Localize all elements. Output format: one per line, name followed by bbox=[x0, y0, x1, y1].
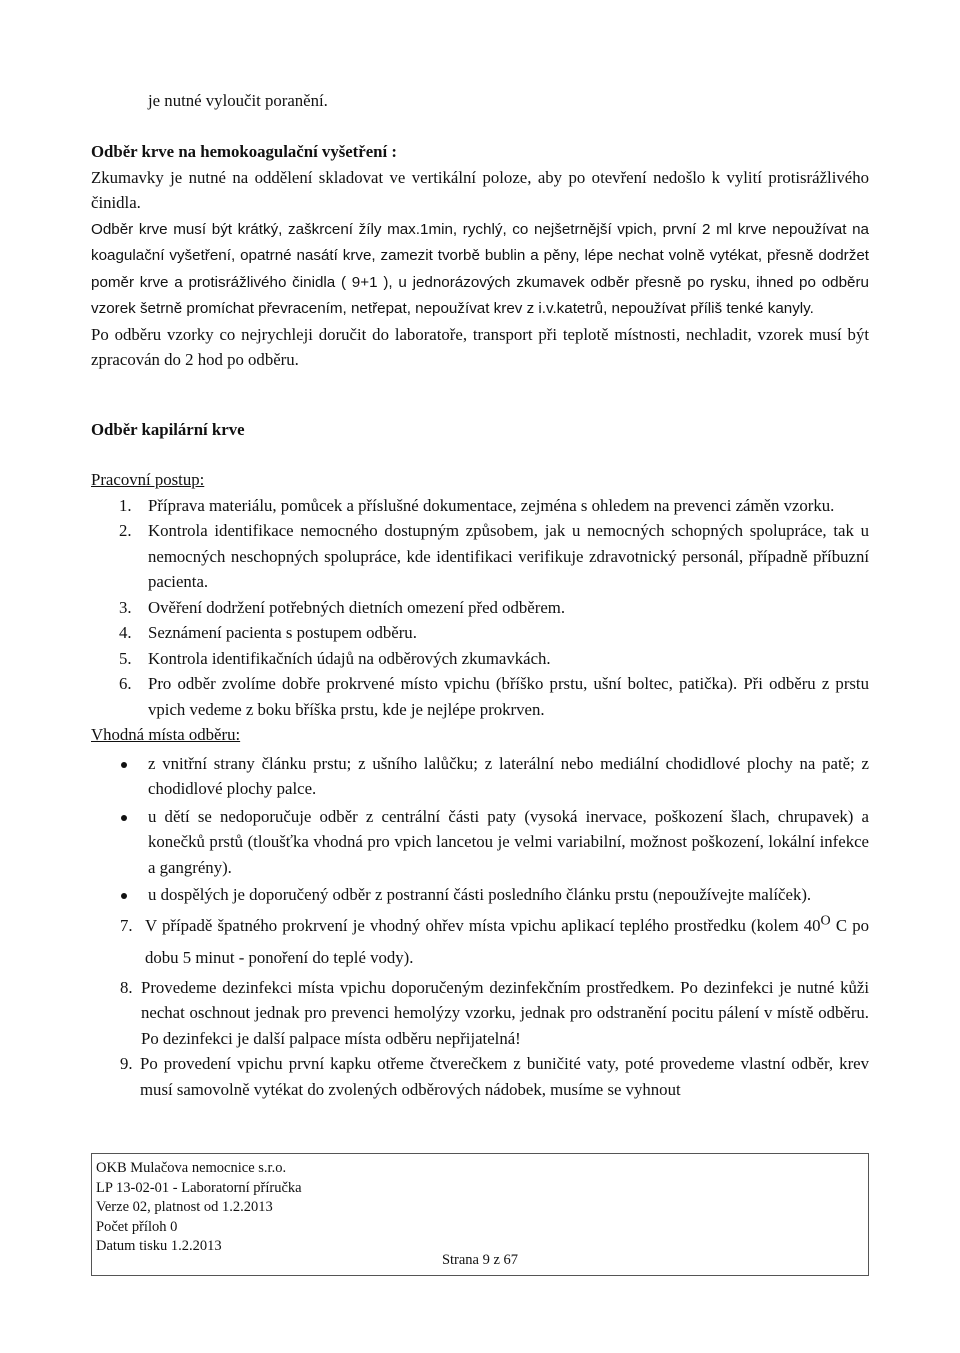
hemo-heading: Odběr krve na hemokoagulační vyšetření : bbox=[91, 142, 397, 161]
sites-label: Vhodná místa odběru: bbox=[91, 725, 241, 744]
hemo-paragraph-2 bbox=[91, 216, 869, 322]
bullet-text: u dospělých je doporučený odběr z postranní části posledního článku prstu (nepoužívejte malíček). bbox=[148, 885, 812, 904]
degree-sign: O bbox=[820, 912, 831, 928]
step-number: 6. bbox=[119, 674, 132, 693]
site-bullet bbox=[91, 804, 869, 881]
procedure-label: Pracovní postup: bbox=[91, 470, 205, 489]
sites-list bbox=[91, 751, 869, 908]
hemocoagulation-section bbox=[91, 139, 869, 373]
bullet-text: u dětí se nedoporučuje odběr z centrální části paty (vysoká inervace, poškození šlach, chrupavek) a konečků prstů (tloušťka vhodná pro vpich lancetou je velmi variabilní, možnost poškození, lokální infekce a gangrény). bbox=[148, 806, 869, 877]
step-text: Pro odběr zvolíme dobře prokrvené místo vpichu (bříško prstu, ušní boltec, patička). Při odběru z prstu vpich vedeme z boku bříška prstu, kde je nejlépe prokrven. bbox=[148, 674, 869, 719]
procedure-step bbox=[91, 620, 869, 646]
capillary-heading bbox=[91, 417, 869, 443]
intro-line: je nutné vyloučit poranění. bbox=[148, 91, 328, 110]
hemo-paragraph-2-rest: 1min, rychlý, co nejšetrnější vpich, první 2 ml krve nepoužívat na koagulační vyšetření, opatrné nasátí krve, zamezit tvorbě bublin a pěny, lépe nechat volně vytékat, přesně dodržet poměr krve a protisrážlivého činidla ( 9+1 ), u jednorázových zkumavek odběr přesně po rysku, ihned po odběru vzorek šetrně promíchat převracením, netřepat, nepoužívat krev z i.v.katetrů, nepoužívat příliš tenké kanyly. bbox=[91, 220, 869, 317]
procedure-step bbox=[91, 493, 869, 519]
capillary-heading-text: Odběr kapilární krve bbox=[91, 420, 245, 439]
footer-print-date: Datum tisku 1.2.2013 bbox=[96, 1238, 222, 1254]
page-number: Strana 9 z 67 bbox=[441, 1252, 519, 1268]
step-text: Kontrola identifikace nemocného dostupným způsobem, jak u nemocných schopných spolupráce, tak u nemocných neschopných spolupráce, kde identifikaci verifikuje zdravotnický personál, případně příbuzní pacienta. bbox=[148, 521, 869, 591]
procedure-step bbox=[91, 671, 869, 722]
step-number: 5. bbox=[119, 648, 132, 668]
step-text: Ověření dodržení potřebných dietních omezení před odběrem. bbox=[148, 597, 566, 617]
procedure-steps bbox=[91, 493, 869, 723]
hemo-paragraph-3: Po odběru vzorky co nejrychleji doručit do laboratoře, transport při teplotě místnosti, nechladit, vzorek musí být zpracován do 2 hod po odběru. bbox=[91, 324, 869, 369]
step-number: 2. bbox=[119, 521, 132, 540]
procedure-step bbox=[91, 518, 869, 595]
step-7-text-end: C po dobu 5 minut - ponoření do teplé vody). bbox=[145, 915, 869, 967]
footer-version: Verze 02, platnost od 1.2.2013 bbox=[96, 1199, 273, 1215]
step-9 bbox=[91, 1051, 869, 1102]
step-7-text: V případě špatného prokrvení je vhodný ohřev místa vpichu aplikací teplého prostředku (kolem 40 bbox=[145, 915, 821, 935]
footer-organization: OKB Mulačova nemocnice s.r.o. bbox=[96, 1160, 287, 1176]
step-text: Kontrola identifikačních údajů na odběrových zkumavkách. bbox=[148, 648, 551, 668]
step-text: Seznámení pacienta s postupem odběru. bbox=[148, 623, 417, 642]
bullet-text: z vnitřní strany článku prstu; z ušního lalůčku; z laterální nebo mediální chodidlové plochy na patě; z chodidlové plochy palce. bbox=[148, 753, 869, 798]
hemo-paragraph-1: Zkumavky je nutné na oddělení skladovat ve vertikální poloze, aby po otevření nedošlo k vylití protisrážlivého činidla. bbox=[91, 167, 869, 212]
step-7-number: 7. bbox=[120, 915, 133, 935]
footer-document: LP 13-02-01 - Laboratorní příručka bbox=[96, 1179, 302, 1196]
site-bullet bbox=[91, 751, 869, 802]
procedure-step bbox=[91, 595, 869, 621]
step-7 bbox=[91, 910, 869, 974]
step-text: Příprava materiálu, pomůcek a příslušné dokumentace, zejména s ohledem na prevenci záměn vzorku. bbox=[148, 495, 835, 515]
capillary-section bbox=[91, 467, 869, 1102]
bullet-dot-icon bbox=[121, 893, 127, 899]
site-bullet bbox=[91, 882, 869, 908]
step-9-text: Po provedení vpichu první kapku otřeme čtverečkem z buničité vaty, poté provedeme vlastní odběr, krev musí samovolně vytékat do zvolených odběrových nádobek, musíme se vyhnout bbox=[140, 1054, 869, 1099]
footer-attachments: Počet příloh 0 bbox=[96, 1218, 178, 1235]
bullet-dot-icon bbox=[121, 815, 127, 821]
bullet-dot-icon bbox=[121, 762, 127, 768]
step-number: 3. bbox=[119, 597, 132, 617]
procedure-step bbox=[91, 646, 869, 672]
step-number: 4. bbox=[119, 623, 132, 642]
hemo-paragraph-2-start: Odběr krve musí být krátký, zaškrcení žíly max. bbox=[91, 220, 420, 238]
step-number: 1. bbox=[119, 495, 132, 515]
document-footer bbox=[91, 1153, 869, 1276]
step-8-number: 8. bbox=[120, 977, 133, 997]
step-8 bbox=[91, 975, 869, 1052]
step-8-text: Provedeme dezinfekci místa vpichu doporučeným dezinfekčním prostředkem. Po dezinfekci je nutné kůži nechat oschnout jednak pro prevenci hemolýzy vzorku, jednak pro odstranění pocitu pálení v místě odběru. Po dezinfekci je další palpace místa odběru nepřijatelná! bbox=[141, 977, 869, 1048]
step-9-number: 9. bbox=[120, 1054, 133, 1073]
